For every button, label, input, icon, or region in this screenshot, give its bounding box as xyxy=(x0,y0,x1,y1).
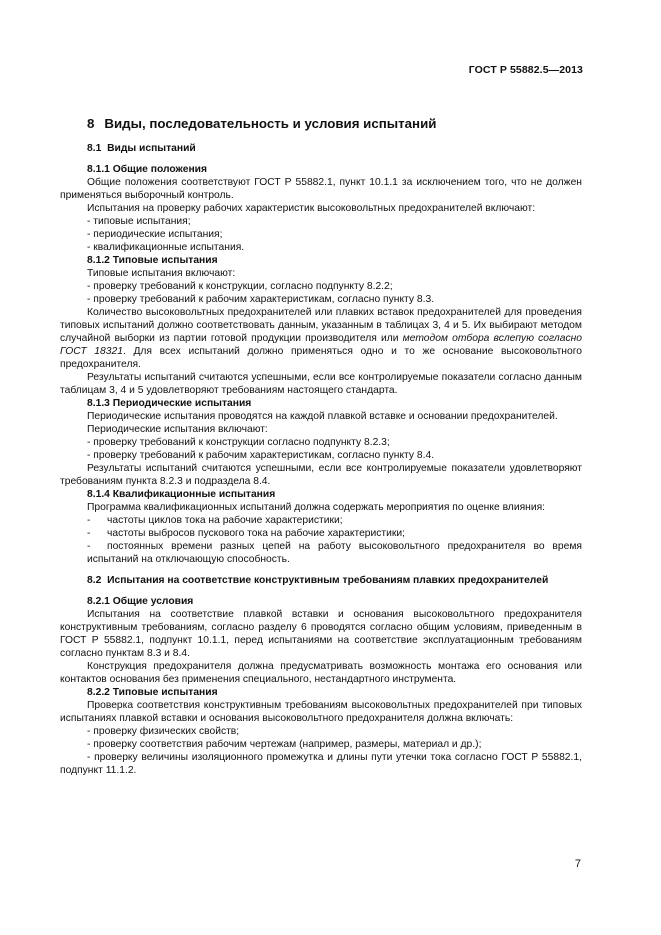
list-item: - периодические испытания; xyxy=(87,229,223,240)
section-heading xyxy=(87,116,436,131)
paragraph: Испытания на проверку рабочих характеристик высоковольтных предохранителей включают: xyxy=(87,203,536,214)
page-number: 7 xyxy=(574,858,581,870)
list-item: - проверку требований к конструкции, согласно подпункту 8.2.2; xyxy=(87,281,393,292)
subsection-heading-8-1: 8.1 Виды испытаний xyxy=(87,143,196,154)
list-item: - проверку требований к рабочим характеристикам, согласно пункту 8.3. xyxy=(87,294,435,305)
subsection-heading-8-2: 8.2 Испытания на соответствие конструктивным требованиям плавких предохранителей xyxy=(87,575,549,586)
list-item: - частоты циклов тока на рабочие характеристики; xyxy=(87,515,343,526)
clause-heading-8-2-1: 8.2.1 Общие условия xyxy=(87,596,194,607)
section-number: 8 xyxy=(87,116,95,131)
list-item: - проверку соответствия рабочим чертежам (например, размеры, материал и др.); xyxy=(87,739,482,750)
list-item: - проверку физических свойств; xyxy=(87,726,240,737)
paragraph: Проверка соответствия конструктивным требованиям высоковольтных предохранителей при типовых испытаниях плавкой вставки и основания высоковольтного предохранителя должна включать: xyxy=(60,700,582,724)
section-title: Виды, последовательность и условия испытаний xyxy=(104,116,437,131)
standard-designation: ГОСТ Р 55882.5—2013 xyxy=(468,64,583,76)
clause-heading-8-1-4: 8.1.4 Квалификационные испытания xyxy=(87,489,276,500)
paragraph: Результаты испытаний считаются успешными, если все контролируемые показатели удовлетворяют требованиям пункта 8.2.3 и подраздела 8.4. xyxy=(60,463,582,487)
list-item: - квалификационные испытания. xyxy=(87,242,245,253)
document-body xyxy=(60,142,582,777)
list-item: - проверку величины изоляционного промежутка и длины пути утечки тока согласно ГОСТ Р 55882.1, подпункт 11.1.2. xyxy=(60,752,582,776)
list-item: - проверку требований к рабочим характеристикам, согласно пункту 8.4. xyxy=(87,450,435,461)
paragraph: Программа квалификационных испытаний должна содержать мероприятия по оценке влияния: xyxy=(87,502,546,513)
clause-heading-8-1-3: 8.1.3 Периодические испытания xyxy=(87,398,252,409)
list-item: - типовые испытания; xyxy=(87,216,191,227)
paragraph: Периодические испытания проводятся на каждой плавкой вставке и основании предохранителей. xyxy=(87,411,558,422)
paragraph: Типовые испытания включают: xyxy=(87,268,236,279)
paragraph: Конструкция предохранителя должна предусматривать возможность монтажа его основания или контактов основания без применения специального, нестандартного инструмента. xyxy=(60,661,582,685)
list-item: - частоты выбросов пускового тока на рабочие характеристики; xyxy=(87,528,406,539)
paragraph: Результаты испытаний считаются успешными, если все контролируемые показатели согласно данным таблицам 3, 4 и 5 удовлетворяют требованиям настоящего стандарта. xyxy=(60,372,582,396)
paragraph: Общие положения соответствуют ГОСТ Р 55882.1, пункт 10.1.1 за исключением того, что не должен применяться выборочный контроль. xyxy=(60,177,582,201)
clause-heading-8-2-2: 8.2.2 Типовые испытания xyxy=(87,687,218,698)
paragraph: Количество высоковольтных предохранителей или плавких вставок предохранителей для проведения типовых испытаний должно соответствовать данным, указанным в таблицах 3, 4 и 5. Их выбирают методом случайной выборки из партии готовой продукции производителя или методом отбора вслепую согласно ГОСТ 18321. Для всех испытаний должно применяться одно и то же основание высоковольтного предохранителя. xyxy=(60,307,582,370)
clause-heading-8-1-1: 8.1.1 Общие положения xyxy=(87,164,207,175)
list-item: - проверку требований к конструкции согласно подпункту 8.2.3; xyxy=(87,437,390,448)
clause-heading-8-1-2: 8.1.2 Типовые испытания xyxy=(87,255,218,266)
list-item: - постоянных времени разных цепей на работу высоковольтного предохранителя во время испытаний на отключающую способность. xyxy=(87,541,582,565)
paragraph: Периодические испытания включают: xyxy=(87,424,268,435)
italic-reference: методом отбора вслепую согласно ГОСТ 18321 xyxy=(60,333,582,357)
paragraph: Испытания на соответствие плавкой вставки и основания высоковольтного предохранителя конструктивным требованиям, согласно разделу 6 проводятся согласно общим условиям, приведенным в ГОСТ Р 55882.1, подпункт 10.1.1, перед испытаниями на соответствие эксплуатационным требованиям согласно пунктам 8.3 и 8.4. xyxy=(60,609,582,659)
